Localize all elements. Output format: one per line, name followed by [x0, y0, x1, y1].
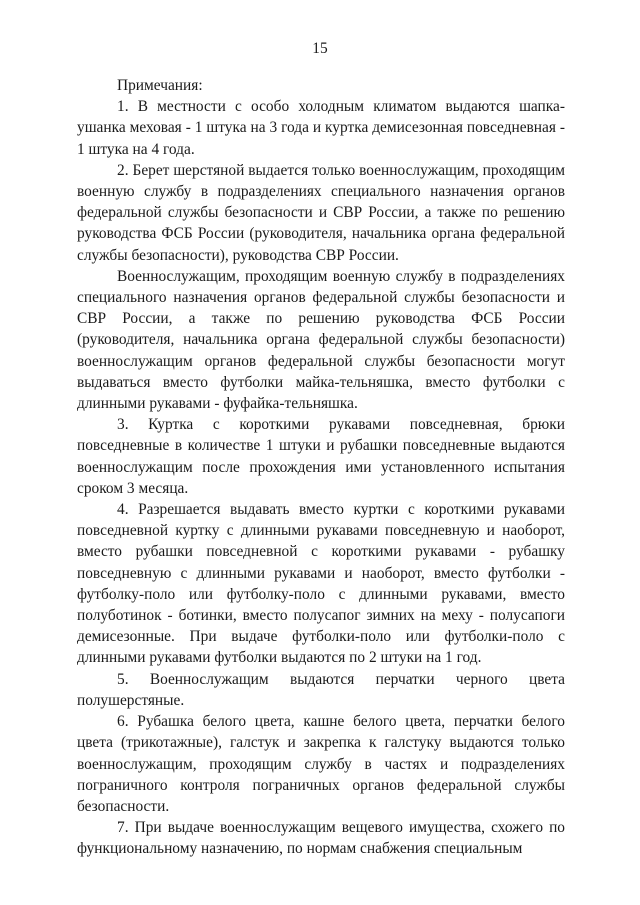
- note-paragraph-1: 1. В местности с особо холодным климатом выдаются шапка-ушанка меховая - 1 штука на 3 года и куртка демисезонная повседневная - 1 штука на 4 года.: [77, 98, 565, 158]
- note-paragraph-7: 7. При выдаче военнослужащим вещевого имущества, схожего по функциональному назначению, по нормам снабжения специальным: [77, 819, 565, 858]
- notes-heading: Примечания:: [117, 77, 203, 94]
- note-paragraph-3: 3. Куртка с короткими рукавами повседневная, брюки повседневные в количестве 1 штуки и рубашки повседневные выдаются военнослужащим после прохождения ими установленного испытания сроком 3 месяца.: [77, 416, 565, 497]
- note-paragraph-6: 6. Рубашка белого цвета, кашне белого цвета, перчатки белого цвета (трикотажные), галстук и закрепка к галстуку выдаются только военнослужащим, проходящим службу в частях и подразделениях пограничного контроля пограничных органов федеральной службы безопасности.: [77, 713, 565, 815]
- document-body: [77, 75, 565, 860]
- note-paragraph-2-continued: Военнослужащим, проходящим военную службу в подразделениях специального назначения органов федеральной службы безопасности и СВР России, а также по решению руководства ФСБ России (руководителя, начальника органа федеральной службы безопасности) военнослужащим органов федеральной службы безопасности могут выдаваться вместо футболки майка-тельняшка, вместо футболки с длинными рукавами - фуфайка-тельняшка.: [77, 267, 565, 413]
- note-paragraph-4: 4. Разрешается выдавать вместо куртки с короткими рукавами повседневной куртку с длинными рукавами повседневную и наоборот, вместо рубашки повседневной с короткими рукавами - рубашку повседневную с длинными рукавами и наоборот, вместо футболки - футболку-поло или футболку-поло с длинными рукавами, вместо полуботинок - ботинки, вместо полусапог зимних на меху - полусапоги демисезонные. При выдаче футболки-поло или футболки-поло с длинными рукавами футболки выдаются по 2 штуки на 1 год.: [77, 501, 565, 667]
- note-paragraph-2: 2. Берет шерстяной выдается только военнослужащим, проходящим военную службу в подразделениях специального назначения органов федеральной службы безопасности и СВР России, а также по решению руководства ФСБ России (руководителя, начальника органа федеральной службы безопасности), руководства СВР России.: [77, 161, 565, 264]
- page-number: 15: [312, 40, 328, 57]
- note-paragraph-5: 5. Военнослужащим выдаются перчатки черного цвета полушерстяные.: [77, 670, 565, 709]
